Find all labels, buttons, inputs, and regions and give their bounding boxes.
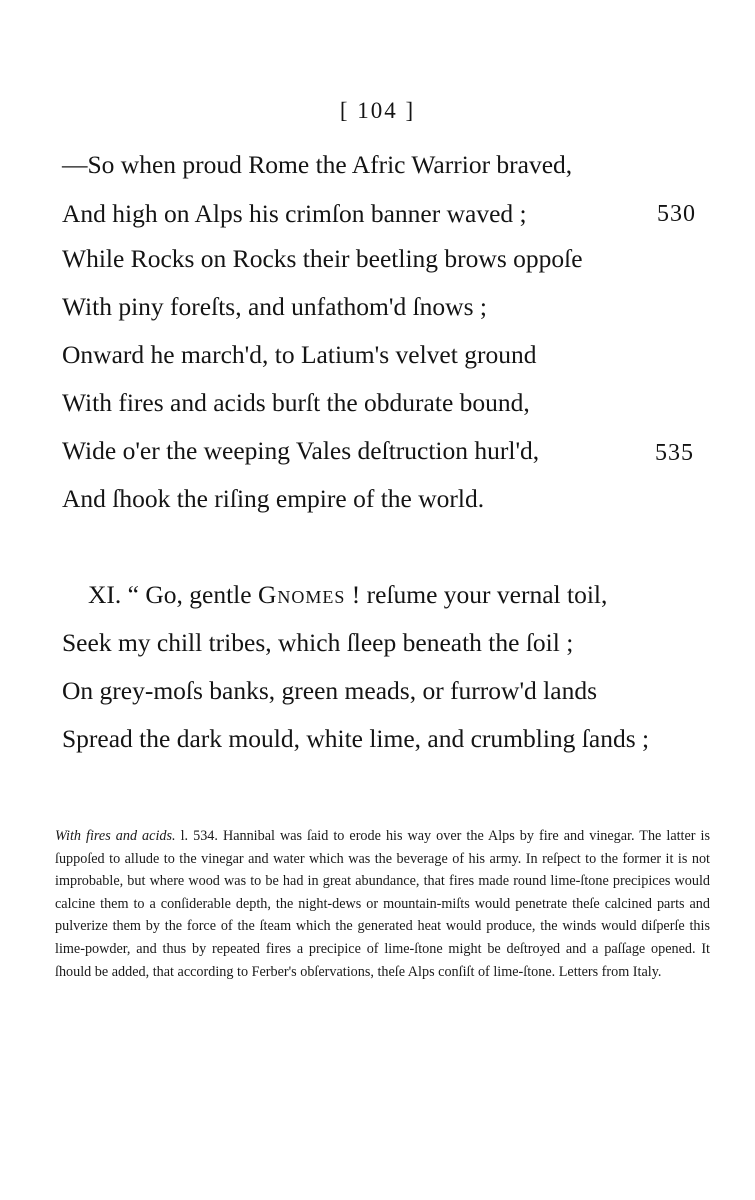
- verse-line-4: With piny foreſts, and unfathom'd ſnows ;: [62, 292, 487, 321]
- verse-line-3: While Rocks on Rocks their beetling brows oppoſe: [62, 244, 583, 273]
- line-number-530: 530: [657, 201, 696, 227]
- stanza-line-1-start: XI. “ Go, gentle: [88, 580, 258, 609]
- page-number: [ 104 ]: [339, 98, 416, 123]
- line-number-535: 535: [655, 440, 694, 466]
- verse-line-2: And high on Alps his crimſon banner waved ;: [62, 199, 527, 228]
- stanza-line-4: Spread the dark mould, white lime, and crumbling ſands ;: [62, 724, 650, 753]
- footnote-reference: With fires and acids.: [55, 828, 176, 844]
- stanza-line-2: Seek my chill tribes, which ſleep beneath the ſoil ;: [62, 628, 574, 657]
- verse-line-8: And ſhook the riſing empire of the world.: [62, 484, 485, 513]
- verse-line-1: —So when proud Rome the Afric Warrior braved,: [62, 150, 573, 179]
- stanza-line-1: [88, 580, 607, 610]
- verse-line-5: Onward he march'd, to Latium's velvet ground: [62, 340, 537, 369]
- stanza-line-1-end: ! reſume your vernal toil,: [345, 580, 608, 609]
- gnomes-smallcaps: Gnomes: [257, 580, 346, 609]
- verse-line-7: Wide o'er the weeping Vales deſtruction hurl'd,: [62, 436, 540, 465]
- verse-line-6: With fires and acids burſt the obdurate bound,: [62, 388, 530, 417]
- stanza-line-3: On grey-moſs banks, green meads, or furrow'd lands: [62, 676, 598, 705]
- footnote: [55, 825, 710, 983]
- footnote-text: l. 534. Hannibal was ſaid to erode his way over the Alps by fire and vinegar. The latter is ſuppoſed to allude to the vinegar and water which was the beverage of his army. In reſpect to the former it is not improbable, but where wood was to be had in great abundance, that fires made round lime-ſtone precipices would calcine them to a conſiderable depth, the night-dews or mountain-miſts would penetrate theſe calcined parts and pulverize them by the force of the ſteam which the generated heat would produce, the winds would diſperſe this lime-powder, and thus by repeated fires a precipice of lime-ſtone might be deſtroyed and a paſſage opened. It ſhould be added, that according to Ferber's obſervations, theſe Alps conſiſt of lime-ſtone. Letters from Italy.: [55, 828, 711, 980]
